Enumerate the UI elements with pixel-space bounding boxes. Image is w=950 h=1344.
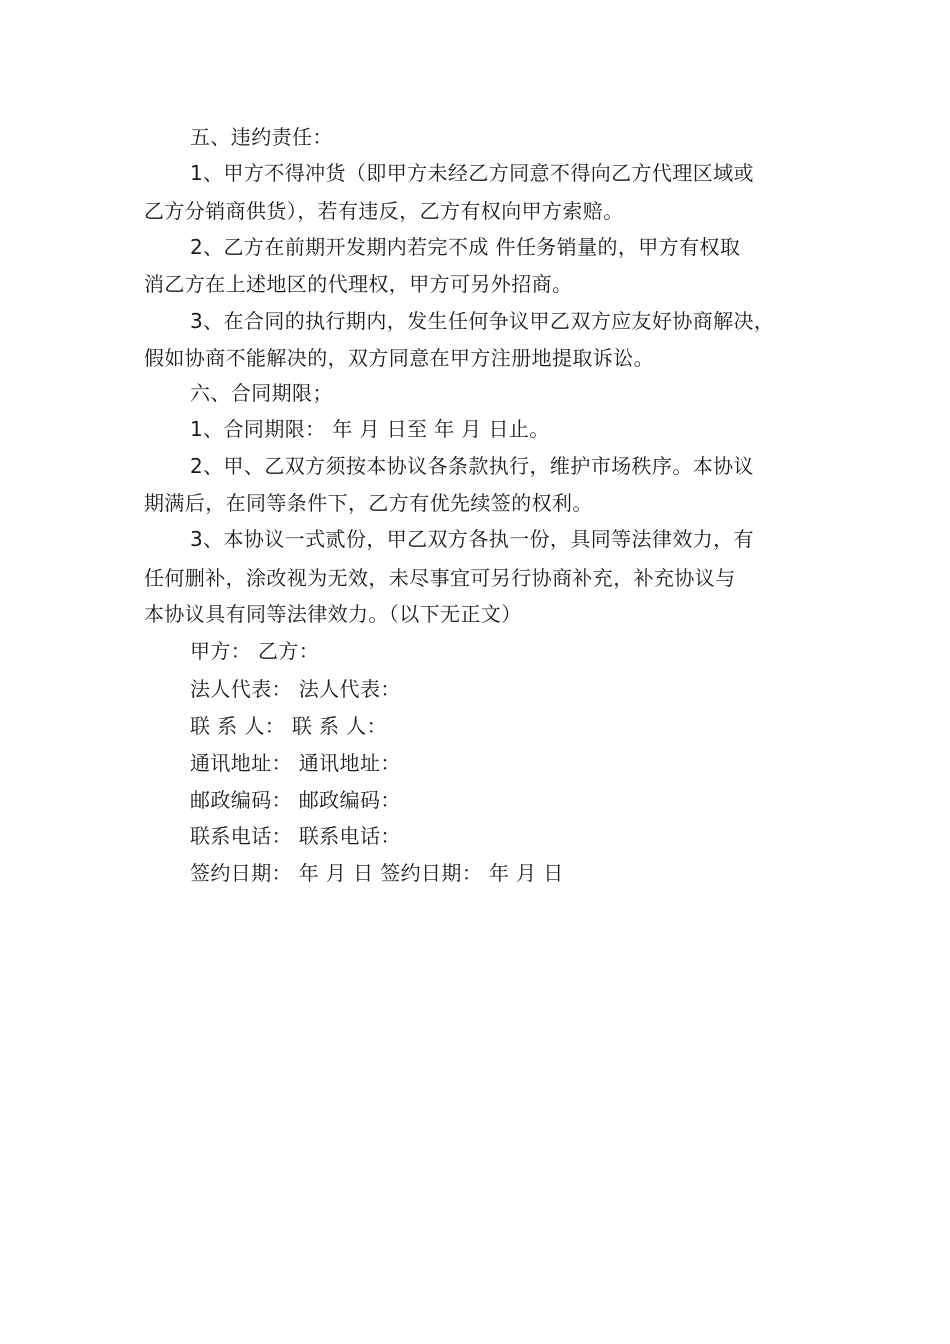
paragraph-line: 消乙方在上述地区的代理权，甲方可另外招商。: [144, 272, 573, 296]
signature-date-line: 签约日期： 年 月 日 签约日期： 年 月 日: [190, 861, 564, 885]
signature-postcode-line: 邮政编码： 邮政编码：: [190, 788, 401, 812]
paragraph-line: 假如协商不能解决的，双方同意在甲方注册地提取诉讼。: [144, 346, 654, 370]
signature-phone-line: 联系电话： 联系电话：: [190, 824, 401, 848]
paragraph-line: 本协议具有同等法律效力。（以下无正文）: [144, 602, 522, 626]
paragraph-line: 2、甲、乙双方须按本协议各条款执行，维护市场秩序。本协议: [190, 454, 754, 478]
paragraph-line: 3、在合同的执行期内，发生任何争议甲乙双方应友好协商解决，: [190, 309, 775, 333]
signature-address-line: 通讯地址： 通讯地址：: [190, 751, 401, 775]
paragraph-line: 乙方分销商供货），若有违反，乙方有权向甲方索赔。: [144, 199, 624, 223]
paragraph-line: 任何删补，涂改视为无效，未尽事宜可另行协商补充，补充协议与: [144, 566, 736, 590]
signature-legal-rep-line: 法人代表： 法人代表：: [190, 677, 401, 701]
paragraph-line: 2、乙方在前期开发期内若完不成 件任务销量的，甲方有权取: [190, 235, 741, 259]
paragraph-line: 期满后，在同等条件下，乙方有优先续签的权利。: [144, 491, 593, 515]
paragraph-line: 1、合同期限： 年 月 日至 年 月 日止。: [190, 417, 550, 441]
section-heading-breach: 五、违约责任：: [190, 125, 333, 149]
paragraph-line: 3、本协议一式贰份，甲乙双方各执一份，具同等法律效力，有: [190, 527, 754, 551]
section-heading-term: 六、合同期限；: [190, 381, 333, 405]
signature-contact-line: 联 系 人： 联 系 人：: [190, 714, 387, 738]
paragraph-line: 1、甲方不得冲货（即甲方未经乙方同意不得向乙方代理区域或: [190, 161, 754, 185]
signature-party-line: 甲方： 乙方：: [190, 639, 320, 663]
